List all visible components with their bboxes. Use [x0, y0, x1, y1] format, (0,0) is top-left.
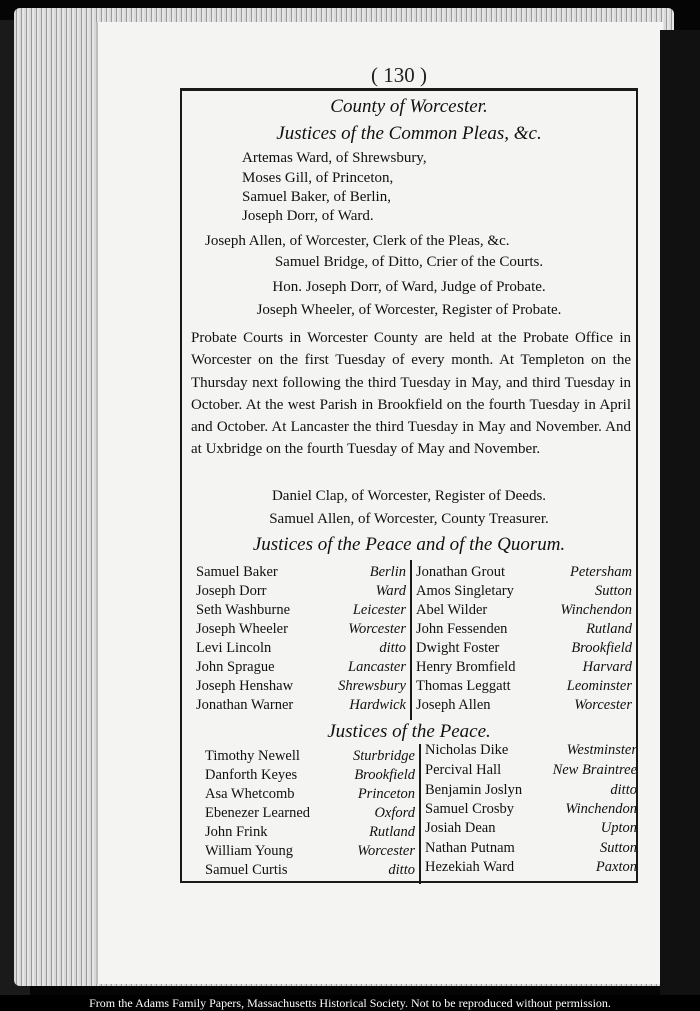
quorum-right-row: Dwight Foster Brookfield — [416, 640, 632, 656]
column-divider — [419, 744, 421, 884]
quorum-right-row: Amos Singletary Sutton — [416, 583, 632, 599]
peace-left-row: Timothy Newell Sturbridge — [205, 748, 415, 764]
register-probate-line: Joseph Wheeler, of Worcester, Register of Probate. — [256, 302, 562, 318]
justice-line: Joseph Dorr, of Ward. — [242, 208, 374, 224]
facing-page-shadow — [660, 30, 700, 995]
judge-probate-line: Hon. Joseph Dorr, of Ward, Judge of Probate. — [272, 279, 546, 295]
justice-line: Artemas Ward, of Shrewsbury, — [242, 150, 427, 166]
quorum-left-row: Joseph Henshaw Shrewsbury — [196, 678, 406, 694]
quorum-left-row: Seth Washburne Leicester — [196, 602, 406, 618]
crier-line: Samuel Bridge, of Ditto, Crier of the Courts. — [274, 254, 544, 270]
peace-right-row: Josiah Dean Upton — [425, 820, 637, 836]
page-number: ( 130 ) — [371, 63, 427, 87]
quorum-right-row: Jonathan Grout Petersham — [416, 564, 632, 580]
quorum-left-row: Levi Lincoln ditto — [196, 640, 406, 656]
county-title: County of Worcester. — [330, 96, 488, 117]
column-divider — [410, 560, 412, 720]
quorum-right-row: Joseph Allen Worcester — [416, 697, 632, 713]
quorum-left-row: Jonathan Warner Hardwick — [196, 697, 406, 713]
justice-line: Samuel Baker, of Berlin, — [242, 189, 391, 205]
justice-line: Moses Gill, of Princeton, — [242, 170, 394, 186]
clerk-line: Joseph Allen, of Worcester, Clerk of the Pleas, &c. — [205, 233, 510, 249]
quorum-right-row: Abel Wilder Winchendon — [416, 602, 632, 618]
peace-left-row: Asa Whetcomb Princeton — [205, 786, 415, 802]
peace-left-row: William Young Worcester — [205, 843, 415, 859]
peace-right-row: Samuel Crosby Winchendon — [425, 801, 637, 817]
register-deeds-line: Daniel Clap, of Worcester, Register of Deeds. — [271, 488, 547, 504]
quorum-left-row: John Sprague Lancaster — [196, 659, 406, 675]
peace-right-row: Nathan Putnam Sutton — [425, 840, 637, 856]
quorum-right-row: John Fessenden Rutland — [416, 621, 632, 637]
peace-left-row: Ebenezer Learned Oxford — [205, 805, 415, 821]
peace-right-row: Benjamin Joslyn ditto — [425, 782, 637, 798]
quorum-left-row: Joseph Wheeler Worcester — [196, 621, 406, 637]
peace-right-row: Percival Hall New Braintree — [425, 762, 637, 778]
quorum-left-row: Joseph Dorr Ward — [196, 583, 406, 599]
quorum-left-row: Samuel Baker Berlin — [196, 564, 406, 580]
quorum-right-row: Henry Bromfield Harvard — [416, 659, 632, 675]
peace-left-row: John Frink Rutland — [205, 824, 415, 840]
quorum-heading: Justices of the Peace and of the Quorum. — [252, 534, 566, 555]
footer-caption: From the Adams Family Papers, Massachusetts Historical Society. Not to be reproduced without permission. — [0, 995, 700, 1011]
peace-left-row: Samuel Curtis ditto — [205, 862, 415, 878]
peace-right-row: Hezekiah Ward Paxton — [425, 859, 637, 875]
quorum-right-row: Thomas Leggatt Leominster — [416, 678, 632, 694]
common-pleas-heading: Justices of the Common Pleas, &c. — [276, 123, 542, 144]
probate-paragraph: Probate Courts in Worcester County are held at the Probate Office in Worcester on the first Tuesday of every month. At Templeton on the Thursday next following the third Tuesday in May, and third Tuesday in October. At the west Parish in Brookfield on the fourth Tuesday in April and October. At Lancaster the third Tuesday in May and November. And at Uxbridge on the fourth Tuesday of May and November. — [191, 330, 631, 458]
treasurer-line: Samuel Allen, of Worcester, County Treasurer. — [269, 511, 549, 527]
peace-right-row: Nicholas Dike Westminster — [425, 742, 637, 758]
peace-left-row: Danforth Keyes Brookfield — [205, 767, 415, 783]
peace-heading: Justices of the Peace. — [327, 721, 491, 742]
